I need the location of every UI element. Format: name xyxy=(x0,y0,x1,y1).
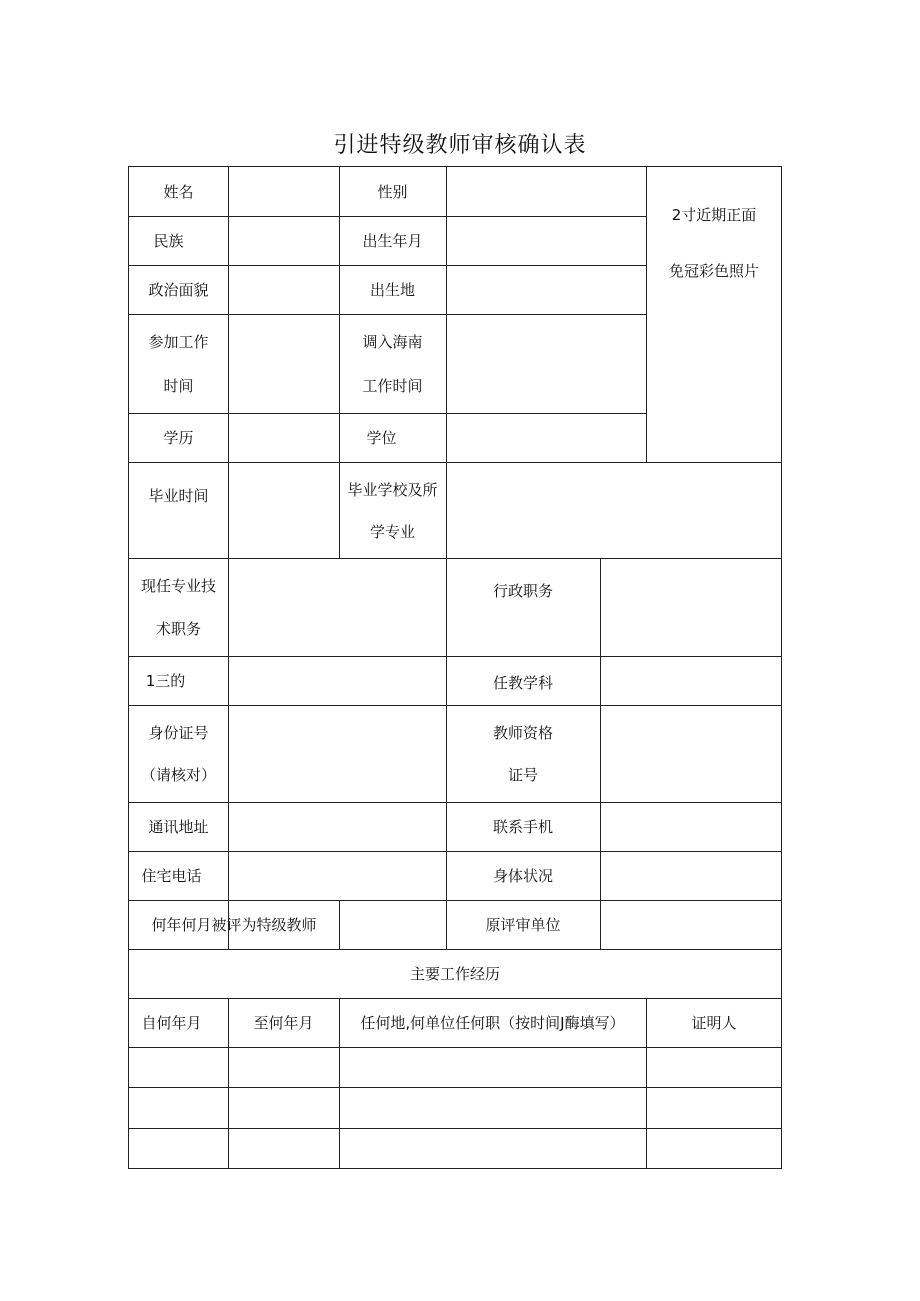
prof-title-line1: 现任专业技 xyxy=(140,577,216,595)
label-name: 姓名 xyxy=(163,183,194,201)
label-mobile: 联系手机 xyxy=(492,818,553,836)
rule xyxy=(228,167,229,558)
col-header-witness: 证明人 xyxy=(691,1014,737,1032)
label-grad-school xyxy=(339,462,446,558)
hainan-line1: 调入海南 xyxy=(362,333,423,352)
label-prof-title xyxy=(129,558,228,656)
form-title: 引进特级教师审核确认表 xyxy=(333,133,587,158)
rule xyxy=(339,900,340,949)
photo-box xyxy=(646,167,782,462)
rule xyxy=(446,167,447,558)
label-ethnicity: 民族 xyxy=(153,232,184,250)
grad-school-line1: 毕业学校及所 xyxy=(347,480,438,499)
photo-note-line1: 2寸近期正面 xyxy=(671,206,757,224)
label-hainan-work-time xyxy=(339,314,446,413)
label-birthplace: 出生地 xyxy=(369,281,415,299)
label-grad-time: 毕业时间 xyxy=(148,486,209,505)
table-row xyxy=(129,1128,781,1168)
cert-line1: 教师资格 xyxy=(492,723,553,742)
label-work-start xyxy=(129,314,228,413)
col-header-position: 任何地,何单位任何职（按时间J酶填写） xyxy=(360,1014,625,1032)
table-row xyxy=(129,1047,781,1087)
label-gender: 性别 xyxy=(377,183,408,201)
col-header-from: 自何年月 xyxy=(141,1014,202,1032)
col-header-to: 至何年月 xyxy=(253,1014,314,1032)
grad-school-line2: 学专业 xyxy=(369,522,415,541)
prof-title-line2: 术职务 xyxy=(155,620,201,638)
label-address: 通讯地址 xyxy=(148,818,209,836)
label-health: 身体状况 xyxy=(492,867,553,885)
label-home-phone: 住宅电话 xyxy=(141,867,202,885)
label-political-status: 政治面貌 xyxy=(148,281,209,299)
label-special-teacher-date: 何年何月被评为特级教师 xyxy=(151,916,317,934)
cert-line2: 证号 xyxy=(507,766,538,785)
experience-heading: 主要工作经历 xyxy=(409,965,500,983)
table-row xyxy=(129,1087,781,1128)
id-line1: 身份证号 xyxy=(148,723,209,742)
photo-note-line2: 免冠彩色照片 xyxy=(668,262,759,280)
id-line2: （请核对） xyxy=(140,766,216,785)
label-education: 学历 xyxy=(163,429,194,447)
label-id-number xyxy=(129,705,228,802)
teacher-review-form xyxy=(128,166,782,1169)
work-start-line1: 参加工作 xyxy=(148,333,209,352)
work-start-line2: 时间 xyxy=(163,376,194,395)
label-admin-post: 行政职务 xyxy=(492,581,553,600)
label-birth-date: 出生年月 xyxy=(362,232,423,250)
label-teacher-cert xyxy=(446,705,600,802)
rule xyxy=(600,558,601,949)
label-misc: 1三的 xyxy=(145,672,186,690)
rule xyxy=(228,558,229,949)
label-teaching-subject: 任教学科 xyxy=(492,673,553,692)
label-degree: 学位 xyxy=(366,429,397,447)
label-original-unit: 原评审单位 xyxy=(485,916,561,934)
hainan-line2: 工作时间 xyxy=(362,376,423,395)
